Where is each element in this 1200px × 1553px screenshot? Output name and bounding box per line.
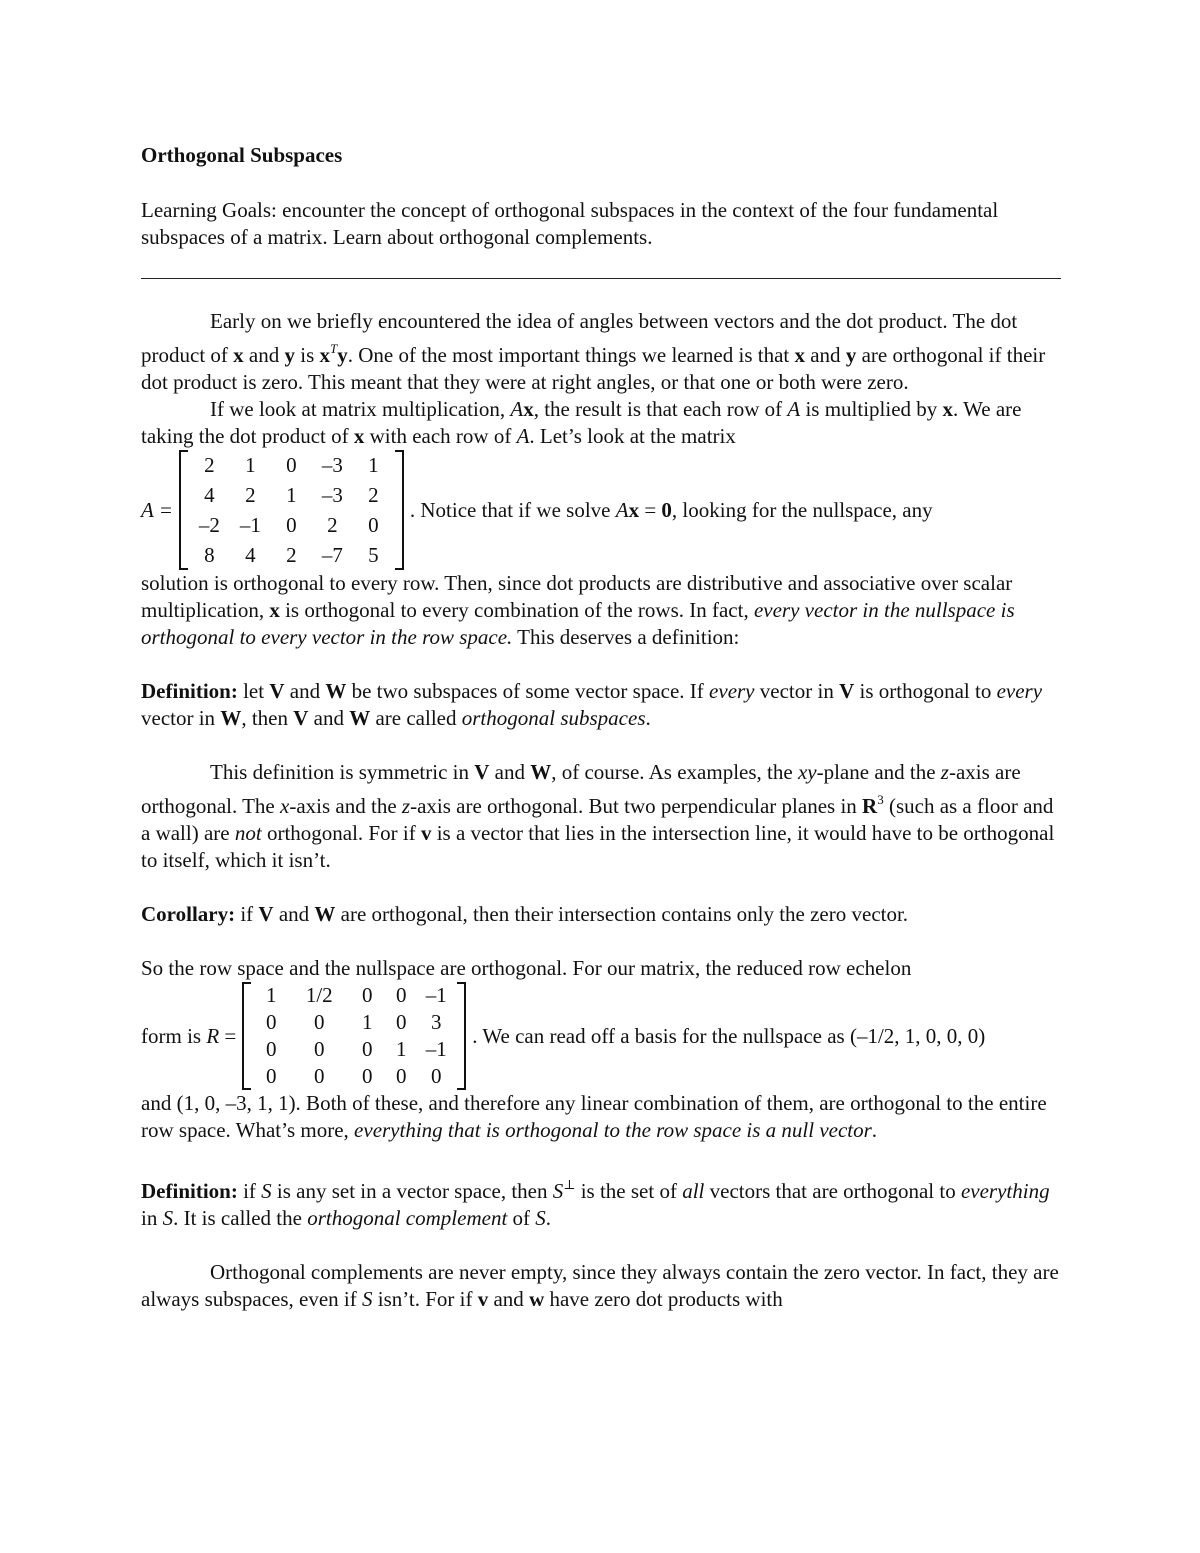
matrix-cell: 0 [396,1064,407,1088]
text-run: are called [370,706,462,730]
text-run: x [942,397,954,421]
matrix-cell: 2 [327,513,338,537]
text-run: . Notice that if we solve [409,497,616,522]
text-run: and [273,902,315,926]
matrix-cell: 0 [431,1064,442,1088]
text-run: Definition: [141,679,238,703]
paragraph-basis [141,1090,1061,1144]
text-run: -axis are orthogonal. But two perpendicular planes in [410,794,863,818]
paragraph-dot-product [141,308,1061,396]
text-run: is any set in a vector space, then [271,1179,553,1203]
definition-orthogonal-subspaces [141,678,1061,732]
text-run: . It is called the [173,1206,308,1230]
text-run: every [996,679,1043,703]
matrix-cell: 0 [286,513,297,537]
matrix-cell: 0 [286,453,297,477]
matrix-cell: 1/2 [305,983,333,1007]
matrix-cell: 1 [362,1010,373,1034]
paragraph-matrix-multiplication [141,396,1061,450]
matrix-cell: 1 [368,453,379,477]
text-run: This definition is symmetric in [210,760,475,784]
text-run: y [337,343,348,367]
text-run: every [709,679,755,703]
text-run: x [523,397,534,421]
text-run: = [639,497,662,522]
text-run: -plane and the [816,760,941,784]
paragraph-gap [141,1232,1061,1259]
text-run: not [234,821,262,845]
text-run: and [284,679,326,703]
right-bracket [395,450,404,570]
text-run: x [319,343,330,367]
text-run: form is [141,1023,207,1048]
text-run: S [261,1179,272,1203]
matrix-r [242,982,466,1090]
text-run: V [839,679,855,703]
text-run: and [489,760,531,784]
text-run: ⊥ [563,1177,576,1192]
text-run: if [235,902,259,926]
right-bracket [457,982,466,1090]
matrix-a-trailing-text [410,497,933,524]
definition-orthogonal-complement [141,1171,1061,1232]
matrix-cell: –1 [239,513,261,537]
matrix-cell: 8 [204,543,215,567]
text-run: (such as a floor and a wall) are [141,794,1054,845]
text-run: , looking for the nullspace, any [671,497,933,522]
paragraph-gap [141,732,1061,759]
text-run: vectors that are orthogonal to [704,1179,961,1203]
paragraph-examples [141,759,1061,874]
matrix-cell: –1 [425,1037,447,1061]
matrix-cell: 0 [396,1010,407,1034]
paragraph-gap [141,928,1061,955]
text-run: vector in [754,679,840,703]
text-run: and [488,1287,530,1311]
text-run: and [243,343,285,367]
matrix-cell: 0 [266,1064,277,1088]
text-run: T [330,341,338,356]
text-run: solution is orthogonal to every row. Then, since dot products are distributive and associative over scalar multiplication, [141,571,1013,622]
matrix-cell: 0 [314,1064,325,1088]
text-run: if [237,1179,262,1203]
left-bracket [179,450,188,570]
text-run: W [325,679,347,703]
text-run: V [293,706,309,730]
text-run: 0 [661,497,672,522]
text-run: If we look at matrix multiplication, [210,397,511,421]
text-run: x [269,598,280,622]
text-run: W [314,902,336,926]
text-run: v [420,821,432,845]
text-run: x [353,424,365,448]
text-run: orthogonal subspaces [461,706,646,730]
matrix-cell: 1 [266,983,277,1007]
matrix-cell: 2 [204,453,215,477]
matrix-cell: 1 [286,483,297,507]
text-run: A = [141,497,173,522]
matrix-cell: 0 [362,1064,373,1088]
text-run: W [530,760,552,784]
text-run: and [804,343,846,367]
text-run: in [141,1206,163,1230]
text-run: x [628,497,640,522]
text-run: of [507,1206,536,1230]
text-run: w [529,1287,545,1311]
matrix-cell: 0 [396,983,407,1007]
text-run: x [233,343,244,367]
text-run: all [682,1179,705,1203]
text-run: have zero dot products with [544,1287,783,1311]
text-run: y [284,343,295,367]
text-run: A [516,424,530,448]
matrix-cell: –7 [321,543,343,567]
text-run: every vector in the nullspace is orthogonal to every vector in the row space. [141,598,1015,649]
text-run: . We are taking the dot product of [141,397,1022,448]
matrix-cell: –3 [321,453,343,477]
text-run: xy [797,760,817,784]
matrix-a-label [141,497,173,524]
text-run: Corollary: [141,902,236,926]
left-bracket [242,982,251,1090]
text-run: x [794,343,805,367]
matrix-cell: –2 [198,513,220,537]
paragraph-nullspace-orthogonal [141,570,1061,651]
text-run: R [206,1023,220,1048]
matrix-cell: 0 [314,1037,325,1061]
matrix-r-label [141,1023,236,1050]
matrix-cell: 0 [362,983,373,1007]
text-run: y [845,343,857,367]
text-run: is orthogonal to [854,679,997,703]
text-run: is orthogonal to every combination of the rows. In fact, [279,598,754,622]
text-run: Learn about orthogonal complements. [332,225,653,249]
text-run: are orthogonal if their dot product is zero. This meant that they were at right angles, or that one or both were zero. [141,343,1046,394]
text-run: . [871,1118,878,1142]
text-run: -axis are orthogonal. The [141,760,1021,818]
text-run: This deserves a definition: [512,625,740,649]
text-run: , the result is that each row of [533,397,788,421]
text-run: orthogonal. For if [261,821,421,845]
text-run: , of course. As examples, the [551,760,798,784]
text-run: with each row of [364,424,517,448]
matrix-cell: 0 [362,1037,373,1061]
text-run: vector in [141,706,221,730]
matrix-cell: 4 [204,483,215,507]
text-run: is a vector that lies in the intersection line, it would have to be orthogonal to itself, which it isn’t. [141,821,1055,872]
text-run: V [269,679,285,703]
text-run: 3 [877,792,884,807]
text-run: S [362,1287,373,1311]
text-run: is the set of [575,1179,683,1203]
matrix-cell: 1 [396,1037,407,1061]
text-run: A [615,497,629,522]
text-run: . [545,1206,552,1230]
matrix-cell: 3 [431,1010,442,1034]
text-run: Early on we briefly encountered the idea of angles between vectors and the dot product. The dot product of [141,309,1018,367]
matrix-cell: 2 [286,543,297,567]
text-run: v [477,1287,489,1311]
text-run: and (1, 0, –3, 1, 1). Both of these, and therefore any linear combination of them, are orthogonal to the entire row space. What’s more, [141,1091,1047,1142]
text-run: . One of the most important things we learned is that [347,343,795,367]
text-run: S [552,1179,564,1203]
text-run: and [308,706,350,730]
text-run: = [219,1023,237,1048]
text-run: R [862,794,878,818]
text-run: A [510,397,524,421]
text-run: is multiplied by [800,397,943,421]
text-run: let [237,679,270,703]
text-run: everything that is orthogonal to the row space is a null vector [354,1118,872,1142]
matrix-a [179,450,404,570]
page-title: Orthogonal Subspaces [141,143,343,167]
paragraph-gap [141,651,1061,678]
text-run: be two subspaces of some vector space. If [346,679,710,703]
matrix-r-equation [141,982,1061,1090]
matrix-cell: 0 [266,1010,277,1034]
matrix-cell: 1 [245,453,256,477]
text-run: V [258,902,274,926]
text-run: V [474,760,490,784]
text-run: . Let’s look at the matrix [529,424,736,448]
text-run: S [162,1206,174,1230]
text-run: z [401,794,411,818]
document-page [141,138,1061,1313]
text-run: is [294,343,320,367]
matrix-cell: 0 [368,513,379,537]
matrix-cell: –1 [425,983,447,1007]
paragraph-gap [141,1144,1061,1171]
matrix-cell: 2 [368,483,379,507]
text-run: A [787,397,801,421]
text-run: . [645,706,651,730]
text-run: Learning Goals: encounter the concept of orthogonal subspaces in the context of the four fundamental subspaces of a matrix. [141,198,999,249]
text-run: are orthogonal, then their intersection contains only the zero vector. [335,902,909,926]
text-run: isn’t. For if [372,1287,478,1311]
paragraph-row-space: So the row space and the nullspace are orthogonal. For our matrix, the reduced row echelon [141,956,912,980]
matrix-cell: 2 [245,483,256,507]
matrix-cell: 0 [314,1010,325,1034]
text-run: Definition: [141,1179,238,1203]
text-run: x [280,794,290,818]
text-run: -axis and the [289,794,402,818]
text-run: S [535,1206,546,1230]
text-run: , then [241,706,294,730]
matrix-r-trailing-text: . We can read off a basis for the nullspace as (–1/2, 1, 0, 0, 0) [472,1023,986,1048]
paragraph-gap [141,874,1061,901]
matrix-cell: 5 [368,543,379,567]
matrix-a-equation [141,450,1061,570]
text-run: orthogonal complement [307,1206,508,1230]
corollary [141,901,1061,928]
learning-goals [141,197,1061,251]
matrix-cell: –3 [321,483,343,507]
matrix-cell: 4 [245,543,256,567]
text-run: z [940,760,949,784]
text-run: Orthogonal complements are never empty, since they always contain the zero vector. In fact, they are always subspaces, even if [141,1260,1059,1311]
text-run: W [220,706,242,730]
divider-rule [141,278,1061,279]
matrix-cell: 0 [266,1037,277,1061]
paragraph-complements-subspaces [141,1259,1061,1313]
text-run: everything [960,1179,1050,1203]
text-run: W [349,706,371,730]
